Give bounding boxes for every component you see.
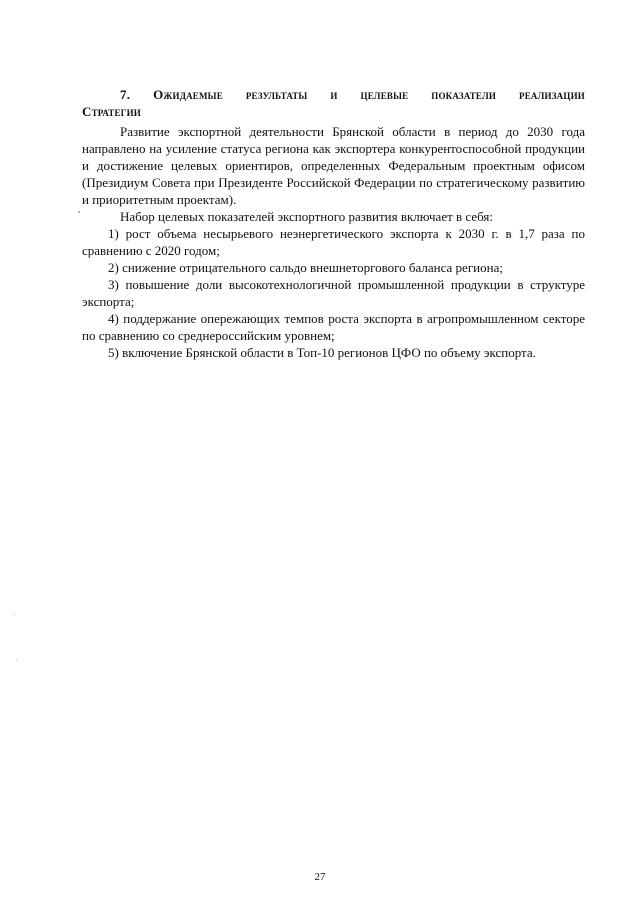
list-item: 1) рост объема несырьевого неэнергетического экспорта к 2030 г. в 1,7 раза по сравнению с 2020 годом; xyxy=(82,226,585,258)
scan-speck xyxy=(78,211,80,213)
page-content xyxy=(82,86,585,361)
scan-speck xyxy=(14,614,15,615)
scan-speck xyxy=(16,660,17,661)
list-item: 5) включение Брянской области в Топ-10 регионов ЦФО по объему экспорта. xyxy=(108,345,536,360)
section-title: Ожидаемые результаты и целевые показатели реализации Стратегии xyxy=(82,87,585,119)
target-indicators-list xyxy=(82,225,585,361)
list-item: 3) повышение доли высокотехнологичной промышленной продукции в структуре экспорта; xyxy=(82,277,585,309)
list-intro-paragraph: Набор целевых показателей экспортного развития включает в себя: xyxy=(120,209,493,224)
page-number: 27 xyxy=(314,871,326,883)
list-item: 4) поддержание опережающих темпов роста экспорта в агропромышленном секторе по сравнению со среднероссийским уровнем; xyxy=(82,311,585,343)
list-item: 2) снижение отрицательного сальдо внешнеторгового баланса региона; xyxy=(108,260,503,275)
intro-paragraph: Развитие экспортной деятельности Брянской области в период до 2030 года направлено на усиление статуса региона как экспортера конкурентоспособной продукции и достижение целевых ориентиров, определенных Федеральным проектным офисом (Президиум Совета при Президенте Российской Федерации по стратегическому развитию и приоритетным проектам). xyxy=(82,124,585,207)
section-number: 7. xyxy=(120,87,131,102)
section-heading xyxy=(82,86,585,120)
